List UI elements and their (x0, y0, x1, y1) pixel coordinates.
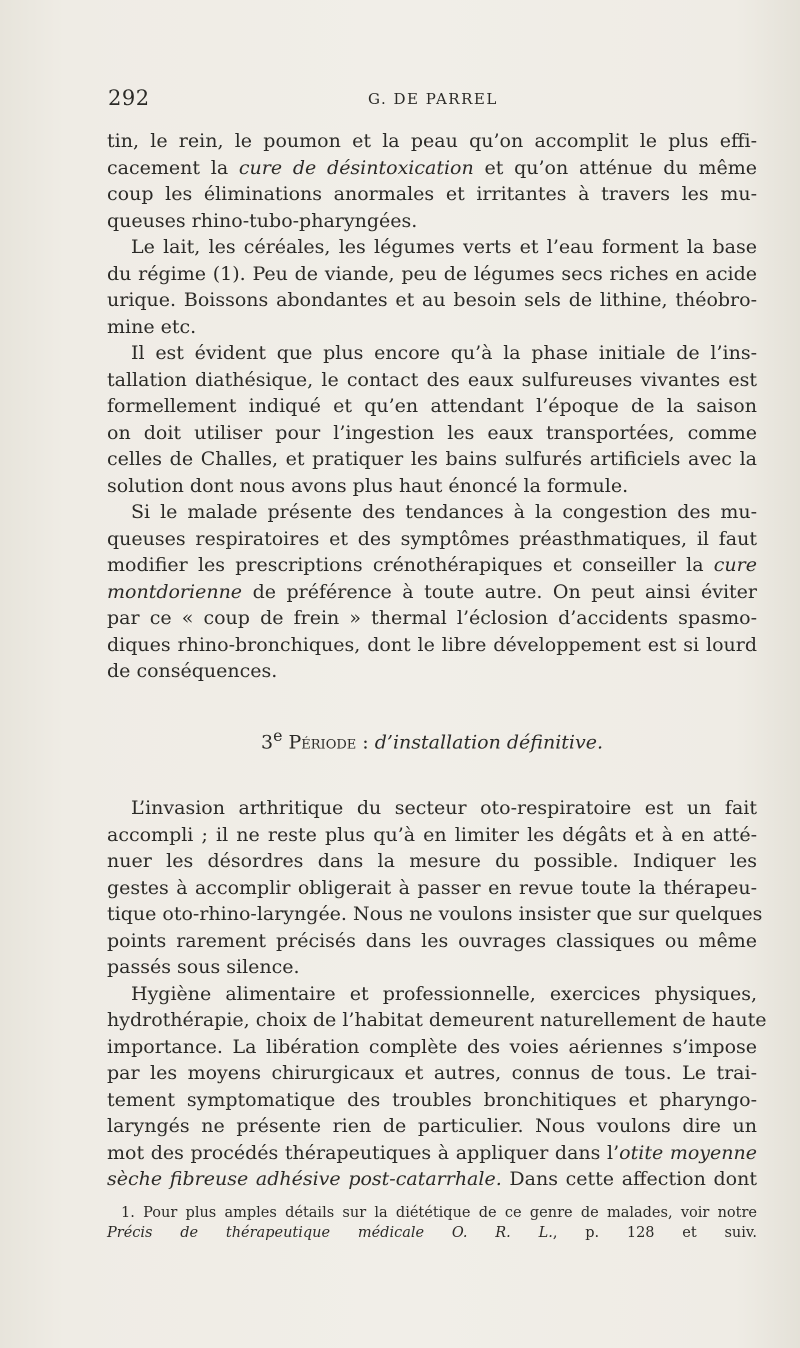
text-run: , p. 128 et suiv. (552, 1225, 757, 1241)
text-line: Si le malade présente des tendances à la congestion des mu- (131, 501, 757, 523)
footnotes (107, 1203, 757, 1243)
text-line: tique oto-rhino-laryngée. Nous ne voulons insister que sur quelques (107, 903, 763, 926)
text-line: du régime (1). Peu de viande, peu de légumes secs riches en acide (107, 262, 757, 285)
text-run: Précis de thérapeutique médicale O. R. L. (107, 1225, 553, 1241)
text-run: Dans cette affection dont (501, 1168, 757, 1191)
text-line: on doit utiliser pour l’ingestion les eaux transportées, comme (107, 421, 757, 444)
text-line: Hygiène alimentaire et professionnelle, exercices physiques, (131, 982, 757, 1005)
text-run: Période (282, 730, 357, 753)
text-line: formellement indiqué et qu’en attendant l’époque de la saison (107, 395, 757, 417)
text-line (107, 155, 757, 182)
text-run: 3 (260, 730, 274, 753)
text-run: montdorienne (107, 580, 243, 603)
footnote-line (107, 1223, 757, 1243)
text-line: mine etc. (107, 315, 197, 338)
text-line: hydrothérapie, choix de l’habitat demeurent naturellement de haute (107, 1009, 767, 1032)
text-run: cure (713, 554, 757, 576)
body-text (107, 128, 767, 1193)
text-line: nuer les désordres dans la mesure du possible. Indiquer les (107, 850, 757, 873)
running-head: G. DE PARREL (368, 90, 498, 108)
text-run: cacement la (107, 156, 239, 179)
section-heading (107, 723, 757, 756)
page-header (108, 86, 758, 116)
text-line: Le lait, les céréales, les légumes verts et l’eau forment la base (131, 236, 757, 258)
text-line: Il est évident que plus encore qu’à la phase initiale de l’ins- (131, 342, 757, 364)
text-line (107, 1166, 757, 1193)
text-run: otite moyenne (619, 1141, 757, 1164)
text-run: sèche fibreuse adhésive post-catarrhale. (107, 1168, 502, 1191)
text-run: d’installation définitive. (374, 730, 604, 753)
text-line: importance. La libération complète des voies aériennes s’impose (107, 1035, 757, 1058)
text-line (107, 1140, 757, 1167)
text-line: tallation diathésique, le contact des eaux sulfureuses vivantes est (107, 368, 757, 391)
text-line: L’invasion arthritique du secteur oto-respiratoire est un fait (131, 797, 757, 820)
text-line: celles de Challes, et pratiquer les bains sulfurés artificiels avec la (107, 448, 757, 470)
text-line: queuses rhino-tubo-pharyngées. (107, 209, 418, 232)
text-line (107, 579, 757, 606)
text-line: de conséquences. (107, 660, 278, 682)
text-run: e (273, 725, 283, 745)
text-run: modifier les prescriptions crénothérapiques et conseiller la (107, 554, 714, 576)
text-line: solution dont nous avons plus haut énoncé la formule. (107, 474, 629, 497)
text-line: tement symptomatique des troubles bronchitiques et pharyngo- (107, 1088, 757, 1111)
footnote-line: 1. Pour plus amples détails sur la diététique de ce genre de malades, voir notre (121, 1205, 757, 1221)
page-number: 292 (108, 86, 150, 110)
text-line: gestes à accomplir obligerait à passer en revue toute la thérapeu- (107, 876, 757, 899)
text-line: accompli ; il ne reste plus qu’à en limiter les dégâts et à en atté- (107, 823, 757, 846)
text-line: queuses respiratoires et des symptômes préasthmatiques, il faut (107, 527, 757, 550)
text-line: tin, le rein, le poumon et la peau qu’on accomplit le plus effi- (107, 130, 757, 152)
text-run: et qu’on atténue du même (473, 156, 757, 179)
text-run: mot des procédés thérapeutiques à appliquer dans l’ (107, 1141, 620, 1164)
text-line: diques rhino-bronchiques, dont le libre développement est si lourd (107, 633, 757, 656)
text-line: laryngés ne présente rien de particulier. Nous voulons dire un (107, 1115, 757, 1138)
text-run: cure de désintoxication (238, 156, 474, 179)
text-line: par ce « coup de frein » thermal l’éclosion d’accidents spasmo- (107, 607, 757, 629)
text-line: passés sous silence. (107, 956, 300, 979)
text-line (107, 552, 757, 579)
text-line: urique. Boissons abondantes et au besoin sels de lithine, théobro- (107, 289, 757, 311)
text-line: par les moyens chirurgicaux et autres, connus de tous. Le trai- (107, 1062, 757, 1085)
text-line: coup les éliminations anormales et irritantes à travers les mu- (107, 183, 757, 205)
text-run: : (356, 730, 375, 753)
text-run: de préférence à toute autre. On peut ainsi éviter (242, 580, 757, 603)
text-line: points rarement précisés dans les ouvrages classiques ou même (107, 929, 757, 952)
